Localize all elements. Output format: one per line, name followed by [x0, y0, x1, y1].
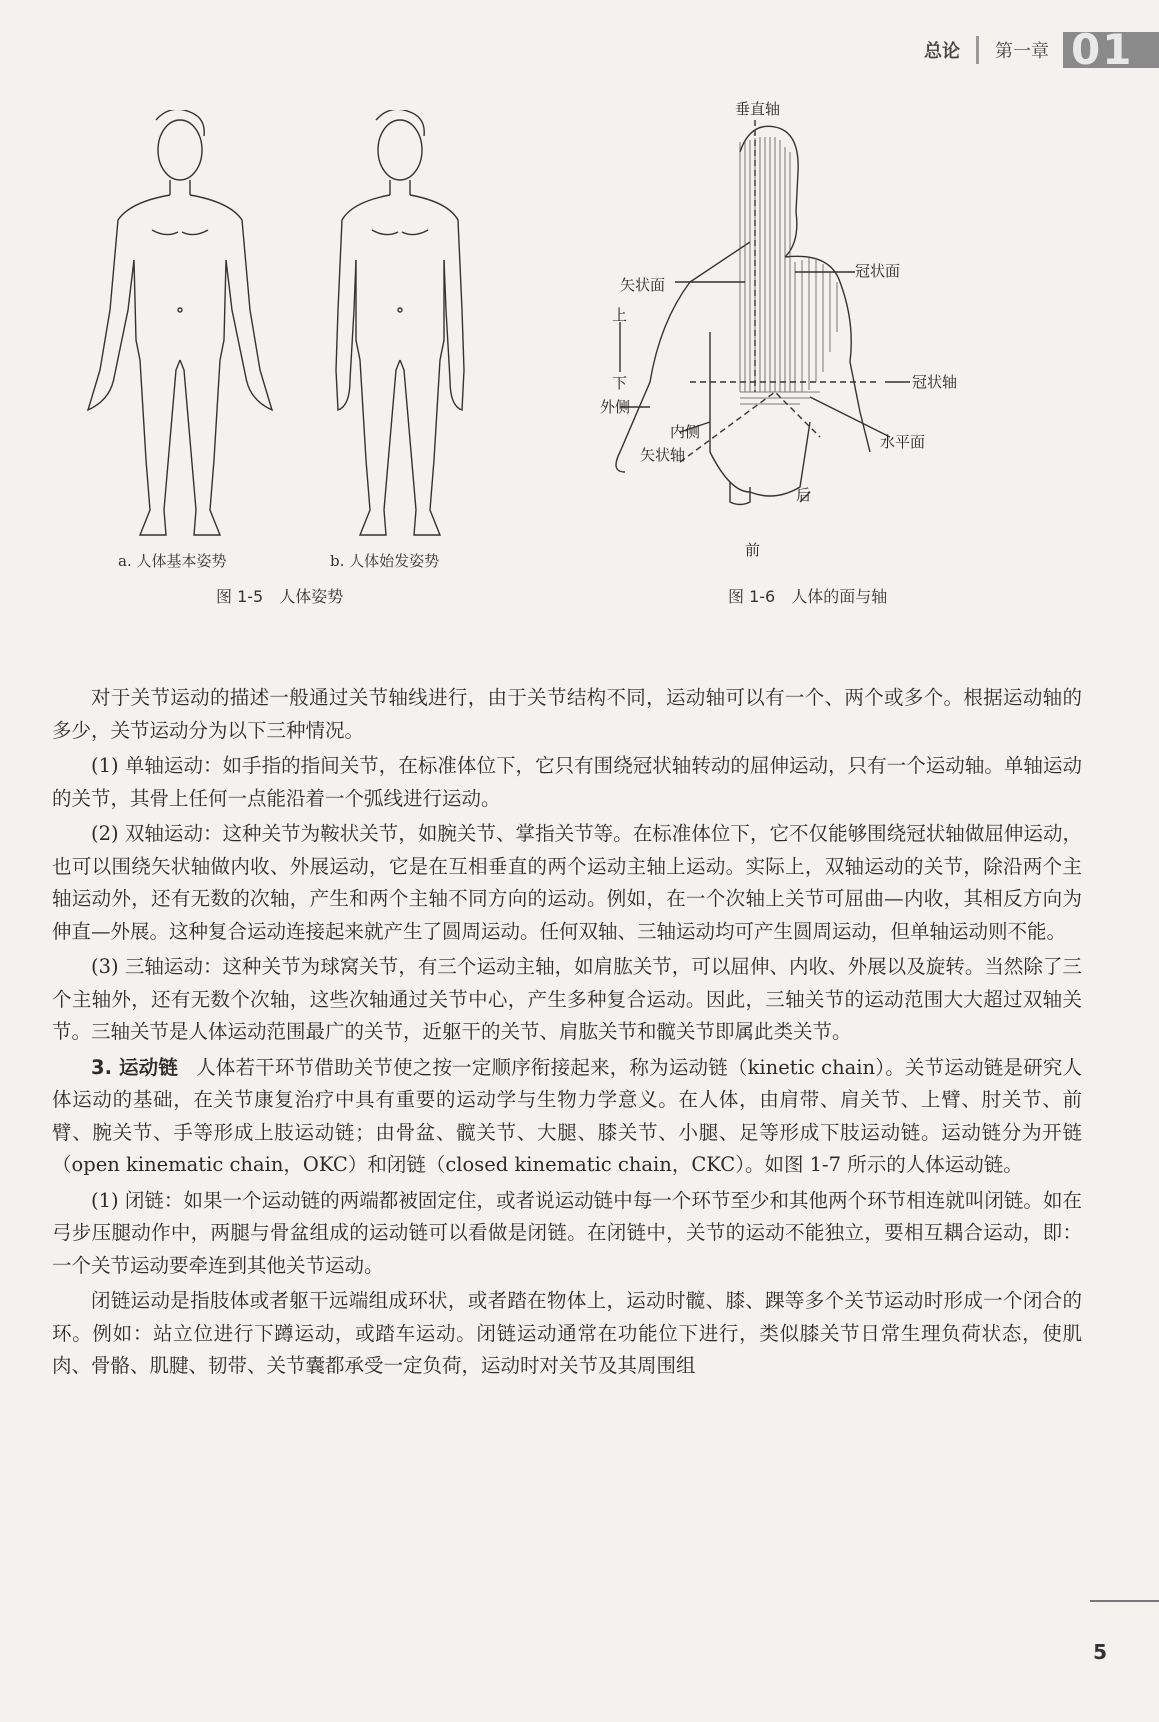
paragraph — [52, 1052, 1082, 1182]
body-text — [52, 682, 1082, 1383]
label-lateral: 外侧 — [600, 398, 631, 416]
page-number: 5 — [1093, 1640, 1107, 1664]
label-sagittal-axis: 矢状轴 — [640, 446, 686, 464]
figure-number: 图 1-6 — [728, 587, 776, 606]
figure-1-6-caption — [728, 584, 887, 607]
section-title: 总论 — [924, 41, 960, 62]
subsection-heading: 3. 运动链 — [91, 1055, 179, 1079]
label-up: 上 — [612, 306, 628, 324]
label-vertical-axis: 垂直轴 — [735, 100, 781, 118]
label-coronal-axis: 冠状轴 — [912, 373, 958, 391]
chapter-title: 第一章 — [995, 41, 1049, 62]
human-figure-starting-posture — [336, 110, 464, 535]
label-down: 下 — [612, 374, 628, 392]
label-coronal-plane: 冠状面 — [855, 262, 901, 280]
label-posterior: 后 — [796, 486, 812, 504]
label-sagittal-plane: 矢状面 — [620, 276, 666, 294]
label-horizontal-plane: 水平面 — [880, 433, 926, 451]
figure-number: 图 1-5 — [216, 587, 264, 606]
paragraph: (1) 闭链：如果一个运动链的两端都被固定住，或者说运动链中每一个环节至少和其他两个环节相连就叫闭链。如在弓步压腿动作中，两腿与骨盆组成的运动链可以看做是闭链。在闭链中，关节的运动不能独立，要相互耦合运动，即：一个关节运动要牵连到其他关节运动。 — [52, 1188, 1082, 1277]
figure-1-5-sub-a: a. 人体基本姿势 — [118, 552, 227, 570]
footer-rule — [1090, 1600, 1159, 1602]
label-medial: 内侧 — [670, 423, 701, 441]
sagittal-plane-hatch — [740, 137, 790, 392]
sagittal-axis-line — [680, 392, 820, 462]
human-figure-basic-posture — [88, 110, 272, 535]
paragraph: (1) 单轴运动：如手指的指间关节，在标准体位下，它只有围绕冠状轴转动的屈伸运动，只有一个运动轴。单轴运动的关节，其骨上任何一点能沿着一个弧线进行运动。 — [52, 754, 1082, 810]
paragraph: 对于关节运动的描述一般通过关节轴线进行，由于关节结构不同，运动轴可以有一个、两个或多个。根据运动轴的多少，关节运动分为以下三种情况。 — [52, 686, 1082, 742]
paragraph: (3) 三轴运动：这种关节为球窝关节，有三个运动主轴，如肩肱关节，可以屈伸、内收、外展以及旋转。当然除了三个主轴外，还有无数个次轴，这些次轴通过关节中心，产生多种复合运动。因此，三轴关节的运动范围大大超过双轴关节。三轴关节是人体运动范围最广的关节，近躯干的关节、肩肱关节和髋关节即属此类关节。 — [52, 955, 1082, 1043]
label-anterior: 前 — [745, 541, 761, 559]
paragraph-text: 人体若干环节借助关节使之按一定顺序衔接起来，称为运动链（kinetic chain）。关节运动链是研究人体运动的基础，在关节康复治疗中具有重要的运动学与生物力学意义。在人体，由肩带、肩关节、上臂、肘关节、前臂、腕关节、手等形成上肢运动链；由骨盆、髋关节、大腿、膝关节、小腿、足等形成下肢运动链。运动链分为开链（open kinematic chain，OKC）和闭链（closed kinematic chain，CKC）。如图 1-7 所示的人体运动链。 — [52, 1055, 1082, 1176]
horizontal-plane-lines — [740, 392, 820, 404]
figure-1-5-caption — [216, 584, 343, 607]
figure-title: 人体的面与轴 — [791, 587, 888, 606]
figure-1-5-sub-b: b. 人体始发姿势 — [330, 552, 440, 570]
figure-1-5-illustration — [60, 110, 530, 560]
coronal-plane-hatch — [795, 258, 837, 392]
chapter-number-badge: 01 — [1063, 32, 1159, 68]
header-divider — [976, 36, 979, 64]
figure-1-6-illustration — [600, 92, 1070, 567]
running-header — [924, 30, 1159, 70]
figure-title: 人体姿势 — [279, 587, 344, 606]
paragraph: (2) 双轴运动：这种关节为鞍状关节，如腕关节、掌指关节等。在标准体位下，它不仅能够围绕冠状轴做屈伸运动，也可以围绕矢状轴做内收、外展运动，它是在互相垂直的两个运动主轴上运动。实际上，双轴运动的关节，除沿两个主轴运动外，还有无数的次轴，产生和两个主轴不同方向的运动。例如，在一个次轴上关节可屈曲—内收，其相反方向为伸直—外展。这种复合运动连接起来就产生了圆周运动。任何双轴、三轴运动均可产生圆周运动，但单轴运动则不能。 — [52, 822, 1082, 943]
paragraph: 闭链运动是指肢体或者躯干远端组成环状，或者踏在物体上，运动时髋、膝、踝等多个关节运动时形成一个闭合的环。例如：站立位进行下蹲运动，或踏车运动。闭链运动通常在功能位下进行，类似膝关节日常生理负荷状态，使肌肉、骨骼、肌腱、韧带、关节囊都承受一定负荷，运动时对关节及其周围组 — [52, 1289, 1082, 1377]
